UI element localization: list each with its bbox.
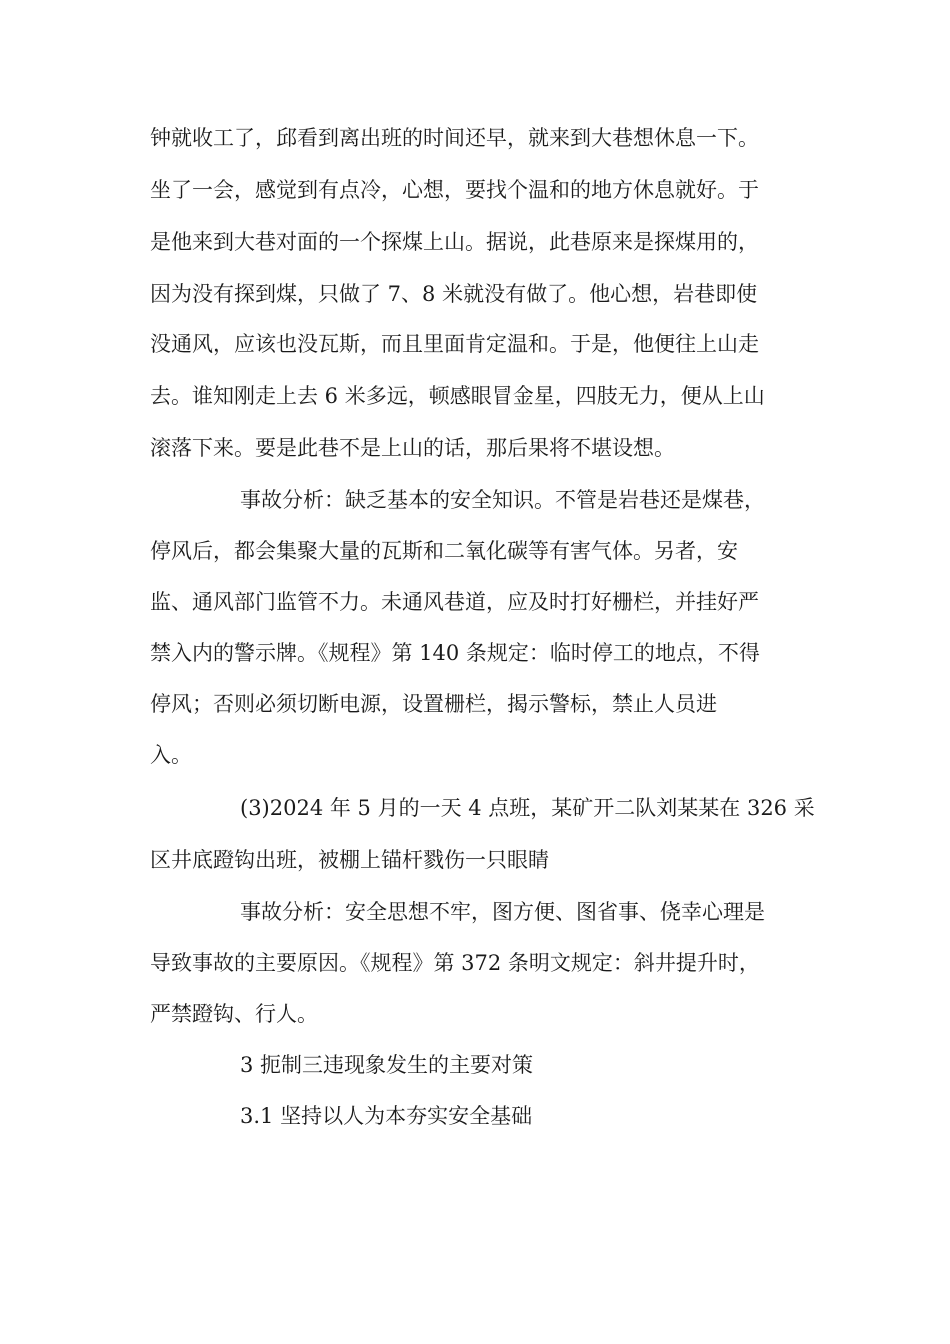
paragraph-line: 区井底蹬钩出班，被棚上锚杆戮伤一只眼睛 <box>150 848 549 872</box>
paragraph-line: 坐了一会，感觉到有点冷，心想，要找个温和的地方休息就好。于 <box>150 178 759 202</box>
subsection-heading: 3.1 坚持以人为本夯实安全基础 <box>240 1104 533 1128</box>
paragraph-line: 滚落下来。要是此巷不是上山的话，那后果将不堪设想。 <box>150 436 675 460</box>
paragraph-line: 去。谁知刚走上去 6 米多远，顿感眼冒金星，四肢无力，便从上山 <box>150 384 765 408</box>
paragraph-line: 停风；否则必须切断电源，设置栅栏，揭示警标，禁止人员进 <box>150 692 717 716</box>
paragraph-line: 禁入内的警示牌。《规程》第 140 条规定：临时停工的地点，不得 <box>150 641 760 665</box>
paragraph-line: 导致事故的主要原因。《规程》第 372 条明文规定：斜井提升时， <box>150 951 760 975</box>
case-3-line: (3)2024 年 5 月的一天 4 点班，某矿开二队刘某某在 326 采 <box>240 796 815 820</box>
paragraph-line: 因为没有探到煤，只做了 7、8 米就没有做了。他心想，岩巷即使 <box>150 282 758 306</box>
paragraph-line: 是他来到大巷对面的一个探煤上山。据说，此巷原来是探煤用的， <box>150 230 759 254</box>
accident-analysis-line: 事故分析：安全思想不牢，图方便、图省事、侥幸心理是 <box>240 900 765 924</box>
paragraph-line: 钟就收工了，邱看到离出班的时间还早，就来到大巷想休息一下。 <box>150 126 759 150</box>
paragraph-line: 严禁蹬钩、行人。 <box>150 1002 318 1026</box>
paragraph-line: 停风后，都会集聚大量的瓦斯和二氧化碳等有害气体。另者，安 <box>150 539 738 563</box>
section-heading: 3 扼制三违现象发生的主要对策 <box>240 1053 534 1077</box>
accident-analysis-line: 事故分析：缺乏基本的安全知识。不管是岩巷还是煤巷， <box>240 488 765 512</box>
paragraph-line: 没通风，应该也没瓦斯，而且里面肯定温和。于是，他便往上山走 <box>150 332 759 356</box>
paragraph-line: 入。 <box>150 743 192 767</box>
paragraph-line: 监、通风部门监管不力。未通风巷道，应及时打好栅栏，并挂好严 <box>150 590 759 614</box>
